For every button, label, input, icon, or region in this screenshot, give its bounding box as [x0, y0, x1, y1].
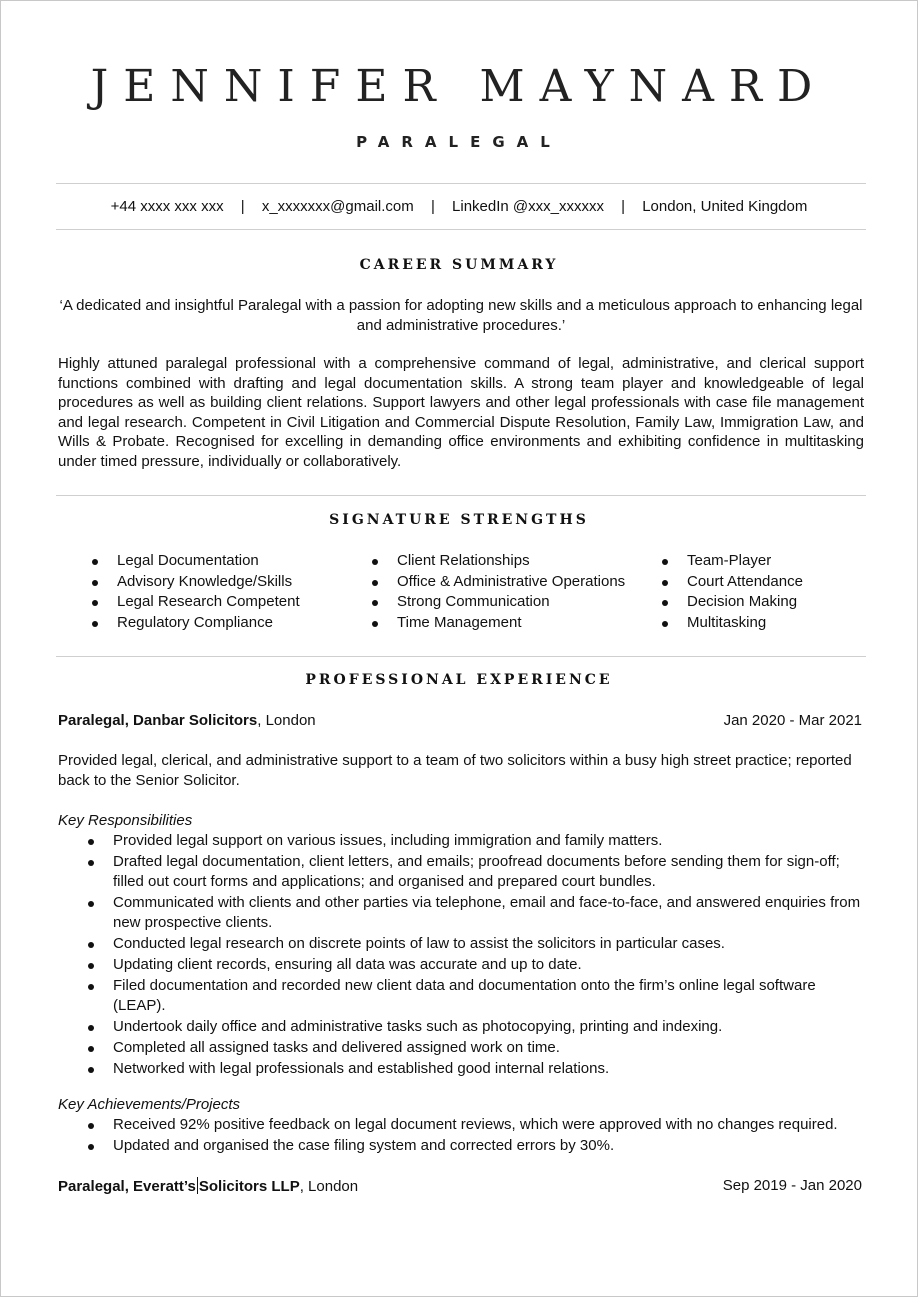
- contact-separator: |: [240, 198, 245, 215]
- strength-item: Decision Making: [659, 592, 803, 613]
- contact-location: London, United Kingdom: [642, 198, 808, 215]
- list-item: Updating client records, ensuring all data was accurate and up to date.: [58, 955, 864, 975]
- strength-item: Time Management: [369, 613, 625, 634]
- strength-item: Client Relationships: [369, 551, 625, 572]
- list-item: Received 92% positive feedback on legal document reviews, which were approved with no changes required.: [58, 1115, 864, 1135]
- job-description: Provided legal, clerical, and administrative support to a team of two solicitors within a busy high street practice; reported back to the Senior Solicitor.: [58, 752, 852, 789]
- strength-item: Legal Documentation: [89, 551, 300, 572]
- contact-phone: +44 xxxx xxx xxx: [110, 198, 224, 215]
- responsibilities-list: [58, 831, 864, 1080]
- contact-linkedin: LinkedIn @xxx_xxxxxx: [452, 198, 604, 215]
- strength-item: Office & Administrative Operations: [369, 572, 625, 593]
- career-summary-heading: CAREER SUMMARY: [359, 257, 559, 273]
- job-dates: Jan 2020 - Mar 2021: [723, 712, 862, 729]
- job-header: [58, 712, 862, 729]
- job-title-part: Paralegal, Everatt’s: [58, 1178, 196, 1195]
- strengths-column-1: [89, 551, 300, 634]
- job-title: [58, 1178, 300, 1195]
- achievements-label: Key Achievements/Projects: [58, 1096, 241, 1113]
- job-dates: Sep 2019 - Jan 2020: [722, 1177, 862, 1194]
- summary-body: Highly attuned paralegal professional with a comprehensive command of legal, administrative, and clerical support functions combined with drafting and legal documentation skills. A strong team player and knowledgeable of legal procedures as well as building client relations. Support lawyers and other legal professionals with case file management and legal research. Competent in Civil Litigation and Commercial Dispute Resolution, Family Law, Immigration Law, and Wills & Probate. Recognised for excelling in demanding office environments and exhibiting confidence in multitasking under timed pressure, individually or collaboratively.: [58, 355, 864, 470]
- list-item: Updated and organised the case filing system and corrected errors by 30%.: [58, 1136, 864, 1156]
- strength-item: Strong Communication: [369, 592, 625, 613]
- contact-email: x_xxxxxxx@gmail.com: [261, 198, 414, 215]
- list-item: Networked with legal professionals and established good internal relations.: [58, 1059, 864, 1079]
- achievements-list: [58, 1115, 864, 1157]
- list-item: Conducted legal research on discrete points of law to assist the solicitors in particular cases.: [58, 934, 864, 954]
- job-title: Paralegal, Danbar Solicitors: [58, 712, 258, 729]
- job-header: [58, 1177, 862, 1195]
- divider: [56, 495, 866, 496]
- candidate-title: PARALEGAL: [356, 133, 562, 151]
- strength-item: Court Attendance: [659, 572, 803, 593]
- list-item: Undertook daily office and administrative tasks such as photocopying, printing and indexing.: [58, 1017, 864, 1037]
- divider: [56, 183, 866, 184]
- contact-line: [1, 198, 917, 215]
- list-item: Completed all assigned tasks and delivered assigned work on time.: [58, 1038, 864, 1058]
- text-cursor: [197, 1177, 198, 1194]
- list-item: Provided legal support on various issues, including immigration and family matters.: [58, 831, 864, 851]
- list-item: Drafted legal documentation, client letters, and emails; proofread documents before sending them for sign-off; filled out court forms and applications; and organised and prepared court bundles.: [58, 852, 864, 892]
- strength-item: Multitasking: [659, 613, 803, 634]
- divider: [56, 229, 866, 230]
- list-item: Communicated with clients and other parties via telephone, email and face-to-face, and answered enquiries from new prospective clients.: [58, 893, 864, 933]
- contact-separator: |: [621, 198, 626, 215]
- summary-quote: ‘A dedicated and insightful Paralegal with a passion for adopting new skills and a meticulous approach to enhancing legal and administrative procedures.’: [59, 297, 863, 334]
- list-item: Filed documentation and recorded new client data and documentation onto the firm’s online legal software (LEAP).: [58, 976, 864, 1016]
- strengths-column-2: [369, 551, 625, 634]
- job-location: , London: [299, 1178, 359, 1195]
- divider: [56, 656, 866, 657]
- responsibilities-label: Key Responsibilities: [58, 812, 193, 829]
- job-location: , London: [257, 712, 316, 729]
- candidate-name: JENNIFER MAYNARD: [90, 61, 828, 112]
- job-title-part: Solicitors LLP: [198, 1178, 300, 1195]
- strength-item: Regulatory Compliance: [89, 613, 300, 634]
- professional-experience-heading: PROFESSIONAL EXPERIENCE: [305, 672, 613, 688]
- strength-item: Legal Research Competent: [89, 592, 300, 613]
- strengths-column-3: [659, 551, 803, 634]
- strength-item: Team-Player: [659, 551, 803, 572]
- strength-item: Advisory Knowledge/Skills: [89, 572, 300, 593]
- signature-strengths-heading: SIGNATURE STRENGTHS: [329, 512, 589, 528]
- contact-separator: |: [430, 198, 435, 215]
